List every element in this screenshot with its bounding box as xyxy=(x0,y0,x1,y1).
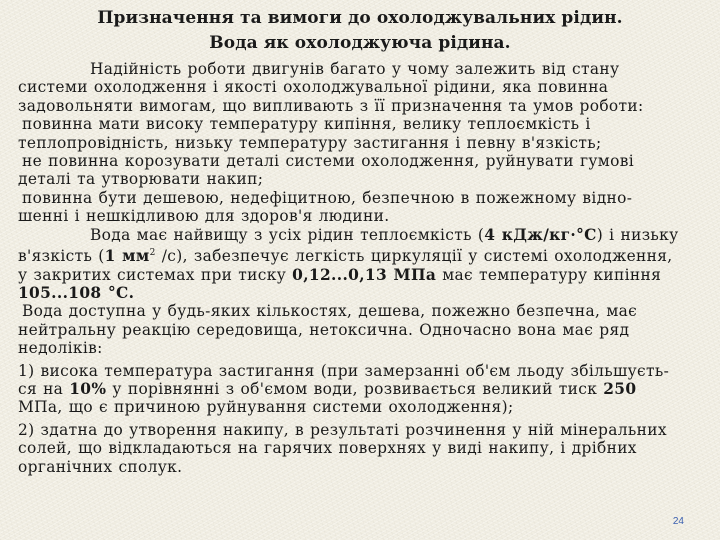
ice-pressure-value: 250 xyxy=(603,380,637,399)
requirement-2-line-2: деталі та утворювати накип; xyxy=(18,170,264,189)
intro-line-2: системи охолодження і якості охолоджувальної рідини, яка повинна xyxy=(18,78,609,97)
requirement-2-line-1: не повинна корозувати деталі системи охолодження, руйнувати гумові xyxy=(22,152,634,171)
viscosity-exponent: 2 xyxy=(149,248,156,259)
drawback-2-line-2: солей, що відкладаються на гарячих поверхнях у виді накипу, і дрібних xyxy=(18,439,637,458)
text-segment: Вода має найвищу з усіх рідин теплоємкість ( xyxy=(90,225,485,244)
water-properties-line-3 xyxy=(18,266,702,284)
slide-body xyxy=(18,60,702,476)
availability-line-1: Вода доступна у будь-яких кількостях, дешева, пожежно безпечна, має xyxy=(22,302,638,321)
availability-line-2: нейтральну реакцію середовища, нетоксична. Одночасно вона має ряд xyxy=(18,320,630,339)
intro-line-3: задовольняти вимогам, що випливають з її призначення та умов роботи: xyxy=(18,96,644,115)
drawback-1-line-2 xyxy=(18,380,702,398)
pressure-value: 0,12...0,13 МПа xyxy=(292,265,437,284)
title-line-1: Призначення та вимоги до охолоджувальних рідин. xyxy=(97,8,623,28)
page-number: 24 xyxy=(672,516,684,527)
availability-line-3: недоліків: xyxy=(18,339,103,358)
text-segment: ся на xyxy=(18,380,70,399)
text-segment: у порівнянні з об'ємом води, розвивається великий тиск xyxy=(106,380,604,399)
boiling-temperature-value: 105...108 °С. xyxy=(18,284,135,302)
drawback-1-line-1: 1) висока температура застигання (при замерзанні об'єм льоду збільшуєть- xyxy=(18,361,670,380)
heat-capacity-value: 4 кДж/кг·°С xyxy=(484,225,597,244)
drawback-1-line-3: МПа, що є причиною руйнування системи охолодження); xyxy=(18,398,514,417)
intro-line-1: Надійність роботи двигунів багато у чому залежить від стану xyxy=(90,60,620,78)
viscosity-value: 1 мм xyxy=(104,247,150,266)
requirement-1-line-1: повинна мати високу температуру кипіння, велику теплоємкість і xyxy=(22,115,591,134)
title-line-2: Вода як охолоджуюча рідина. xyxy=(209,33,511,53)
text-segment: має температуру кипіння xyxy=(436,265,662,284)
water-properties-line-2 xyxy=(18,244,702,266)
text-segment: /с), забезпечує легкість циркуляції у системі охолодження, xyxy=(155,247,673,266)
text-segment: ) і низьку xyxy=(596,225,679,244)
requirement-3-line-2: шенні і нешкідливою для здоров'я людини. xyxy=(18,207,390,226)
slide-title xyxy=(0,6,720,56)
water-properties-line-4 xyxy=(18,284,702,302)
water-properties-line-1 xyxy=(18,226,702,244)
requirement-1-line-2: теплопровідність, низьку температуру застигання і певну в'язкість; xyxy=(18,133,602,152)
text-segment: у закритих системах при тиску xyxy=(18,265,293,284)
drawback-2-line-1: 2) здатна до утворення накипу, в результаті розчинення у ній мінеральних xyxy=(18,420,667,439)
requirement-3-line-1: повинна бути дешевою, недефіцитною, безпечною в пожежному відно- xyxy=(22,188,633,207)
drawback-2-line-3: органічних сполук. xyxy=(18,457,183,476)
ice-volume-increase-value: 10% xyxy=(69,380,107,399)
text-segment: в'язкість ( xyxy=(18,247,105,266)
